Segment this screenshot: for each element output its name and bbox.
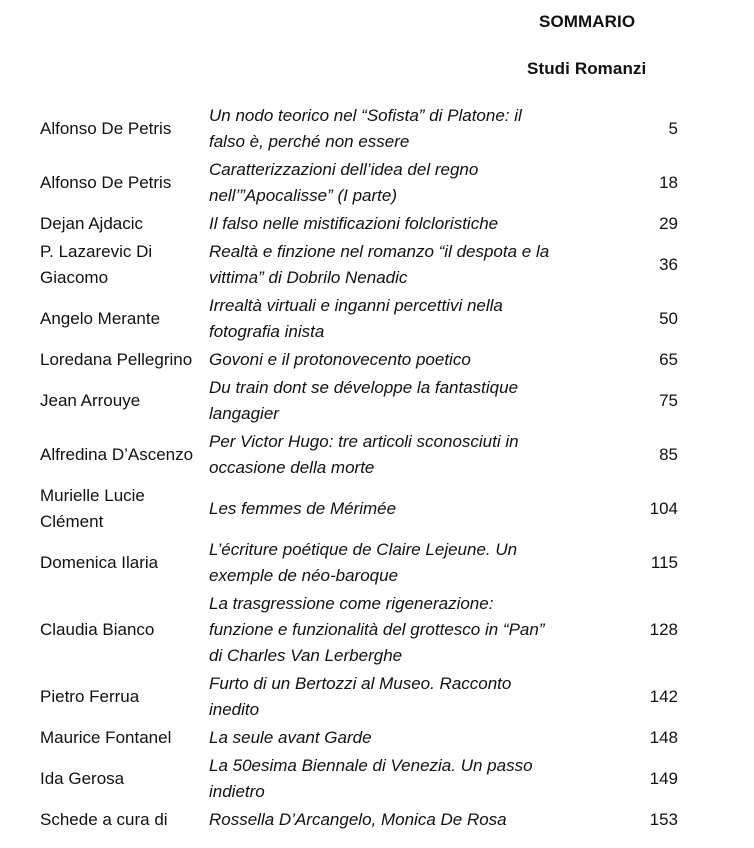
toc-page-number: 65 bbox=[659, 350, 678, 369]
toc-work-title: Realtà e finzione nel romanzo “il despota e la vittima” di Dobrilo Nenadic bbox=[209, 242, 550, 287]
toc-author: Murielle Lucie Clément bbox=[40, 486, 145, 531]
toc-author: Jean Arrouye bbox=[40, 391, 141, 410]
toc-work-title: Furto di un Bertozzi al Museo. Racconto inedito bbox=[209, 674, 512, 719]
toc-work-title: La trasgressione come rigenerazione: funzione e funzionalità del grottesco in “Pan” di Charles Van Lerberghe bbox=[209, 594, 545, 665]
page-title: SOMMARIO bbox=[539, 12, 636, 31]
toc-page-number: 153 bbox=[649, 810, 678, 829]
toc-author: P. Lazarevic Di Giacomo bbox=[40, 242, 153, 287]
toc-page-number: 149 bbox=[649, 769, 678, 788]
toc-author: Loredana Pellegrino bbox=[40, 350, 193, 369]
toc-entry bbox=[40, 156, 678, 210]
toc-entry bbox=[40, 210, 678, 238]
toc-page-number: 18 bbox=[659, 173, 678, 192]
toc-work-title: Rossella D’Arcangelo, Monica De Rosa bbox=[209, 810, 507, 829]
toc-author: Pietro Ferrua bbox=[40, 687, 140, 706]
toc-author: Schede a cura di bbox=[40, 810, 168, 829]
toc-work-title: Du train dont se développe la fantastique langagier bbox=[209, 378, 519, 423]
toc-entry bbox=[40, 102, 678, 156]
toc-entry bbox=[40, 724, 678, 752]
toc-work-title: Irrealtà virtuali e inganni percettivi nella fotografia inista bbox=[209, 296, 503, 341]
toc-entry bbox=[40, 536, 678, 590]
toc-entry bbox=[40, 428, 678, 482]
toc-work-title: Govoni e il protonovecento poetico bbox=[209, 350, 471, 369]
toc-author: Maurice Fontanel bbox=[40, 728, 172, 747]
toc-work-title: Un nodo teorico nel “Sofista” di Platone: il falso è, perché non essere bbox=[209, 106, 522, 151]
toc-entry bbox=[40, 670, 678, 724]
toc-entry bbox=[40, 374, 678, 428]
toc-entry bbox=[40, 238, 678, 292]
toc-work-title: Caratterizzazioni dell’idea del regno nell’”Apocalisse” (I parte) bbox=[209, 160, 479, 205]
toc-work-title: Per Victor Hugo: tre articoli sconosciuti in occasione della morte bbox=[209, 432, 519, 477]
toc-author: Alfredina D’Ascenzo bbox=[40, 445, 194, 464]
table-of-contents bbox=[40, 102, 678, 834]
toc-work-title: La seule avant Garde bbox=[209, 728, 372, 747]
toc-work-title: La 50esima Biennale di Venezia. Un passo indietro bbox=[209, 756, 533, 801]
toc-page-number: 85 bbox=[659, 445, 678, 464]
toc-author: Claudia Bianco bbox=[40, 620, 155, 639]
toc-work-title: Il falso nelle mistificazioni folcloristiche bbox=[209, 214, 499, 233]
toc-author: Domenica Ilaria bbox=[40, 553, 159, 572]
toc-page-number: 104 bbox=[649, 499, 678, 518]
toc-page-number: 115 bbox=[650, 553, 678, 572]
toc-entry bbox=[40, 752, 678, 806]
toc-author: Alfonso De Petris bbox=[40, 173, 172, 192]
toc-page-number: 5 bbox=[668, 119, 678, 138]
toc-page-number: 128 bbox=[649, 620, 678, 639]
toc-entry bbox=[40, 482, 678, 536]
toc-entry bbox=[40, 292, 678, 346]
toc-author: Angelo Merante bbox=[40, 309, 161, 328]
toc-page-number: 142 bbox=[649, 687, 678, 706]
toc-author: Dejan Ajdacic bbox=[40, 214, 144, 233]
toc-work-title: Les femmes de Mérimée bbox=[209, 499, 397, 518]
toc-entry bbox=[40, 346, 678, 374]
toc-page-number: 50 bbox=[659, 309, 678, 328]
toc-page-number: 148 bbox=[649, 728, 678, 747]
toc-page-number: 36 bbox=[659, 255, 678, 274]
section-subtitle: Studi Romanzi bbox=[527, 59, 647, 78]
toc-author: Alfonso De Petris bbox=[40, 119, 172, 138]
toc-page-number: 29 bbox=[659, 214, 678, 233]
toc-author: Ida Gerosa bbox=[40, 769, 125, 788]
toc-page-number: 75 bbox=[659, 391, 678, 410]
toc-entry bbox=[40, 806, 678, 834]
toc-entry bbox=[40, 590, 678, 670]
toc-work-title: L’écriture poétique de Claire Lejeune. Un exemple de néo-baroque bbox=[209, 540, 518, 585]
